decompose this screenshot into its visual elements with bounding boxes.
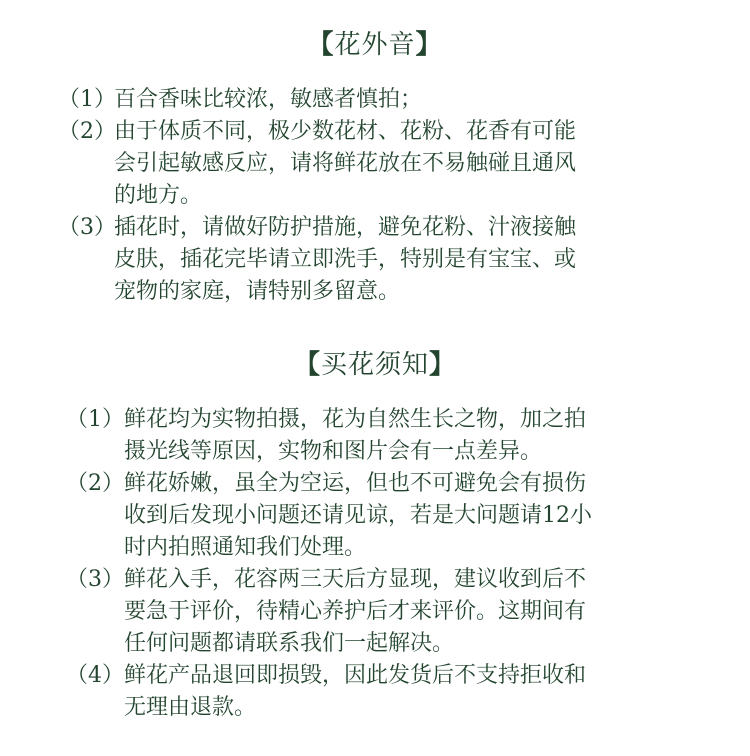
bracket-right: 】 <box>415 30 443 60</box>
item-line: 宠物的家庭，请特别多留意。 <box>114 279 401 304</box>
bracket-right: 】 <box>429 350 457 380</box>
item-line: 插花时，请做好防护措施，避免花粉、汁液接触 <box>114 215 577 240</box>
list-item <box>58 84 422 116</box>
item-line: 鲜花娇嫩，虽全为空运，但也不可避免会有损伤 <box>124 471 587 496</box>
item-line: 摄光线等原因，实物和图片会有一点差异。 <box>124 439 543 464</box>
item-number: （3） <box>58 215 116 240</box>
item-line: 任何问题都请联系我们一起解决。 <box>124 631 455 656</box>
item-line: 鲜花产品退回即损毁，因此发货后不支持拒收和 <box>124 663 587 688</box>
item-line: 鲜花入手，花容两三天后方显现，建议收到后不 <box>124 567 587 592</box>
item-line: 百合香味比较浓，敏感者慎拍； <box>114 87 423 112</box>
list-item <box>66 404 586 468</box>
item-line: 的地方。 <box>114 183 203 208</box>
section-title-text: 买花须知 <box>320 350 429 380</box>
list-item <box>66 564 586 660</box>
item-line: 时内拍照通知我们处理。 <box>124 535 367 560</box>
item-line: 收到后发现小问题还请见谅，若是大问题请12小 <box>124 503 592 528</box>
section-title-flower-notes <box>0 28 750 62</box>
item-line: 皮肤，插花完毕请立即洗手，特别是有宝宝、或 <box>114 247 577 272</box>
section-title-text: 花外音 <box>334 30 416 60</box>
item-line: 鲜花均为实物拍摄，花为自然生长之物，加之拍 <box>124 407 587 432</box>
item-number: （2） <box>66 471 124 496</box>
list-item <box>58 212 576 308</box>
list-item <box>66 660 586 724</box>
item-number: （1） <box>66 407 124 432</box>
section-title-purchase-notice <box>0 348 750 382</box>
item-line: 要急于评价，待精心养护后才来评价。这期间有 <box>124 599 587 624</box>
item-line: 会引起敏感反应，请将鲜花放在不易触碰且通风 <box>114 151 577 176</box>
list-item <box>66 468 592 564</box>
item-number: （2） <box>58 119 116 144</box>
bracket-left: 【 <box>307 30 335 60</box>
list-item <box>58 116 576 212</box>
item-line: 由于体质不同，极少数花材、花粉、花香有可能 <box>114 119 577 144</box>
item-line: 无理由退款。 <box>124 695 257 720</box>
item-number: （3） <box>66 567 124 592</box>
bracket-left: 【 <box>293 350 321 380</box>
item-number: （1） <box>58 87 116 112</box>
item-number: （4） <box>66 663 124 688</box>
